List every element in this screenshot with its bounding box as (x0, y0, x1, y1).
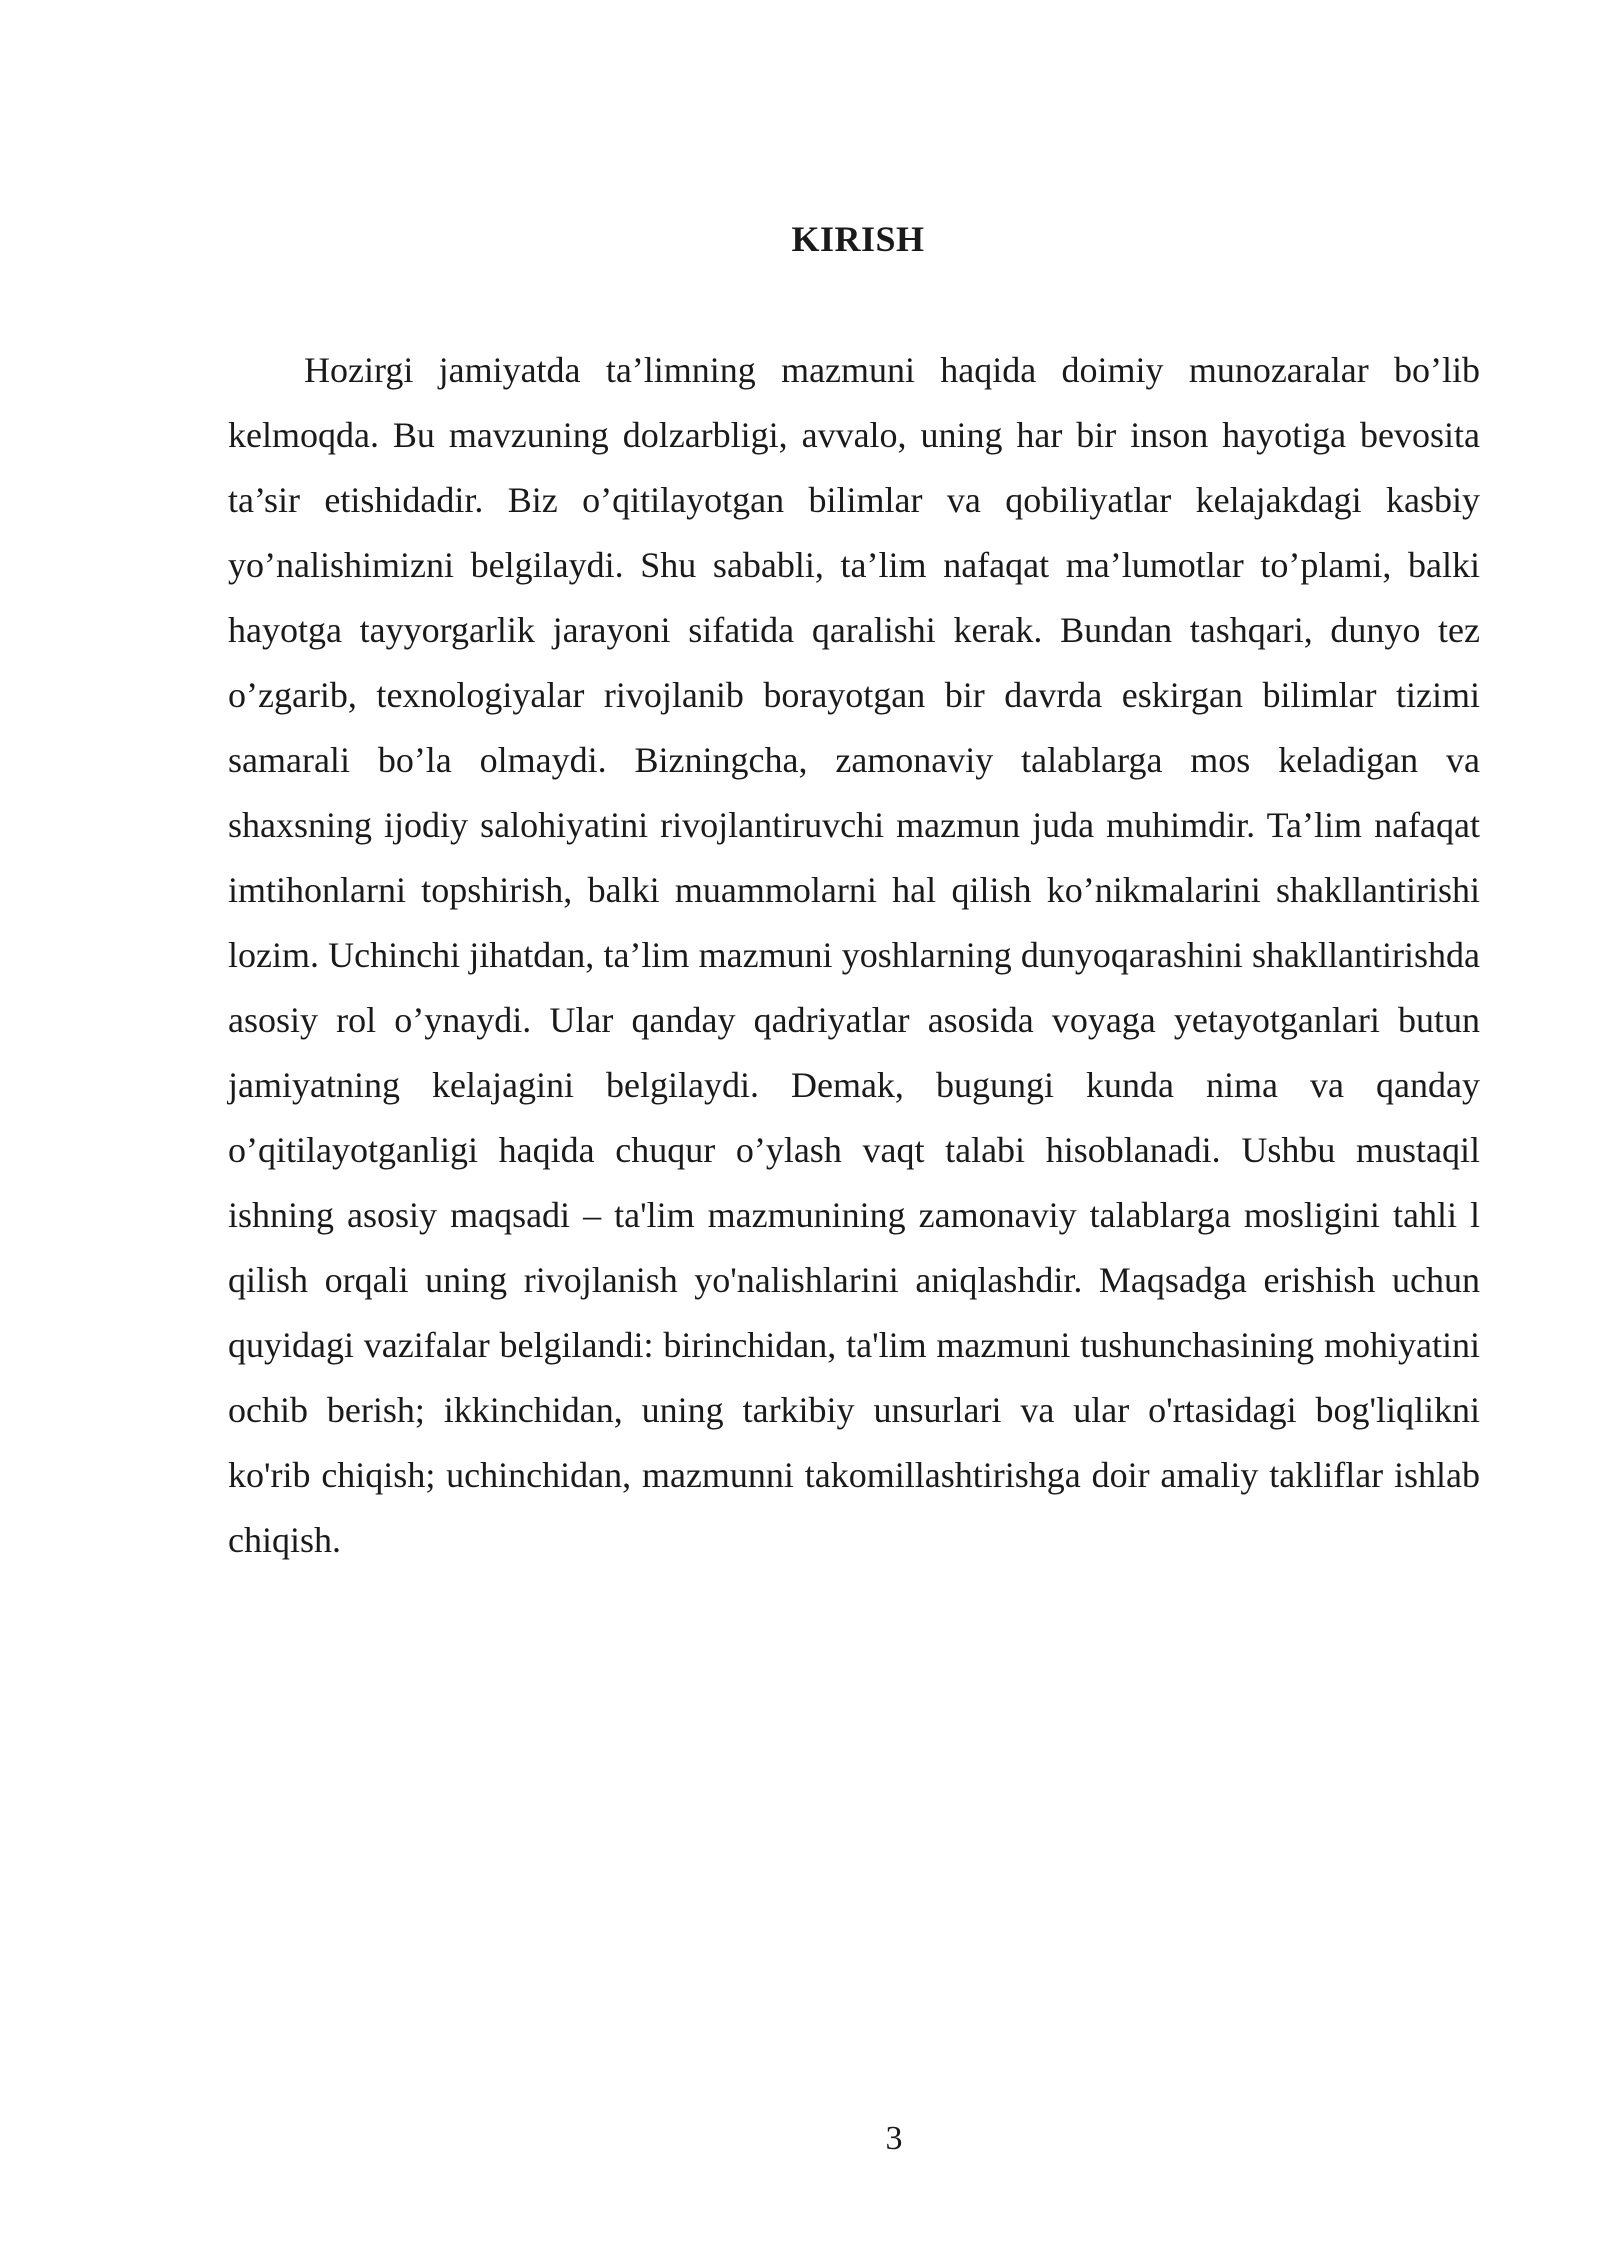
page-number: 3 (885, 2120, 903, 2157)
section-heading: KIRISH (791, 219, 925, 259)
body-paragraph: Hozirgi jamiyatda ta’limning mazmuni haqida doimiy munozaralar bo’lib kelmoqda. Bu mavzuning dolzarbligi, avvalo, uning har bir inson hayotiga bevosita ta’sir etishidadir. Biz o’qitilayotgan bilimlar va qobiliyatlar kelajakdagi kasbiy yo’nalishimizni belgilaydi. Shu sababli, ta’lim nafaqat ma’lumotlar to’plami, balki hayotga tayyorgarlik jarayoni sifatida qaralishi kerak. Bundan tashqari, dunyo tez o’zgarib, texnologiyalar rivojlanib borayotgan bir davrda eskirgan bilimlar tizimi samarali bo’la olmaydi. Bizningcha, zamonaviy talablarga mos keladigan va shaxsning ijodiy salohiyatini rivojlantiruvchi mazmun juda muhimdir. Ta’lim nafaqat imtihonlarni topshirish, balki muammolarni hal qilish ko’nikmalarini shakllantirishi lozim. Uchinchi jihatdan, ta’lim mazmuni yoshlarning dunyoqarashini shakllantirishda asosiy rol o’ynaydi. Ular qanday qadriyatlar asosida voyaga yetayotganlari butun jamiyatning kelajagini belgilaydi. Demak, bugungi kunda nima va qanday o’qitilayotganligi haqida chuqur o’ylash vaqt talabi hisoblanadi. Ushbu mustaqil ishning asosiy maqsadi – ta'lim mazmunining zamonaviy talablarga mosligini tahli l qilish orqali uning rivojlanish yo'nalishlarini aniqlashdir. Maqsadga erishish uchun quyidagi vazifalar belgilandi: birinchidan, ta'lim mazmuni tushunchasining mohiyatini ochib berish; ikkinchidan, uning tarkibiy unsurlari va ular o'rtasidagi bog'liqlikni ko'rib chiqish; uchinchidan, mazmunni takomillashtirishga doir amaliy takliflar ishlab chiqish. (228, 350, 1480, 1560)
